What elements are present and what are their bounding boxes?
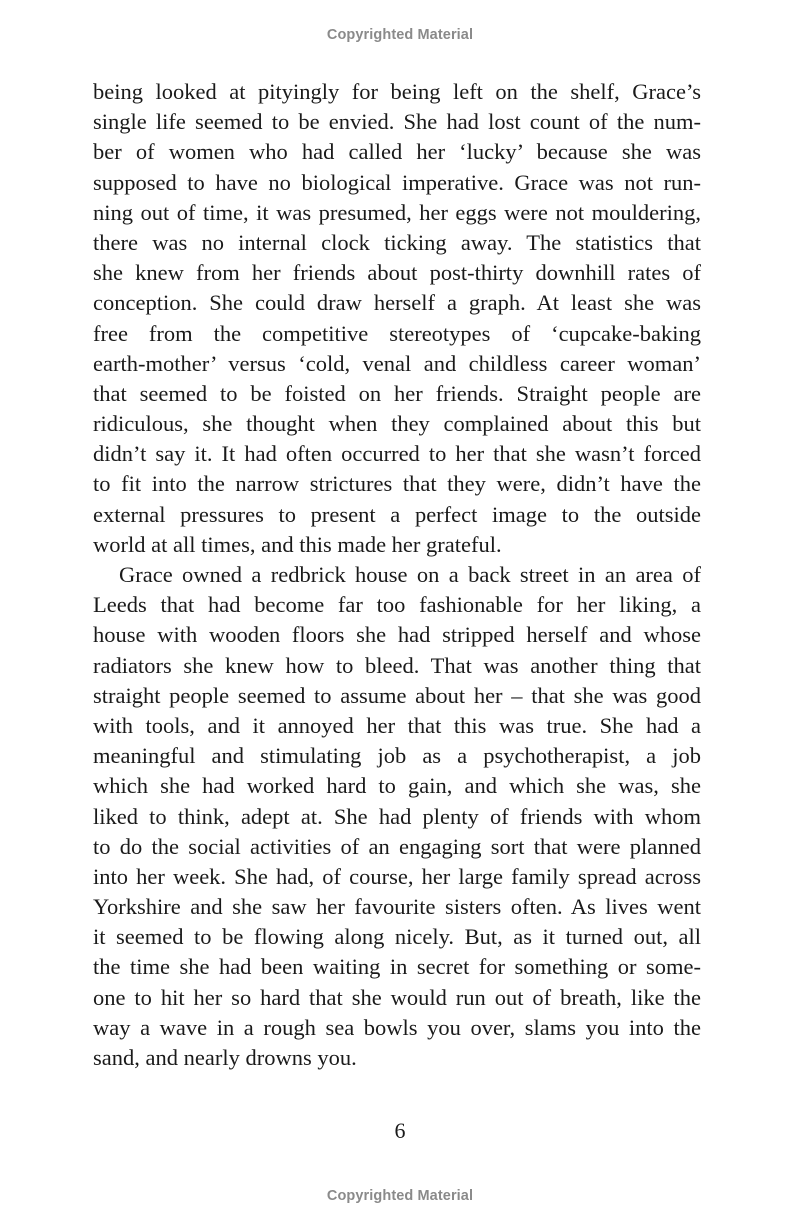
- text-line: that seemed to be foisted on her friends. Straight people are: [93, 380, 701, 406]
- text-line: way a wave in a rough sea bowls you over, slams you into the: [93, 1014, 701, 1040]
- text-line: into her week. She had, of course, her large family spread across: [93, 863, 701, 889]
- paragraph: [93, 560, 701, 1073]
- paragraph: [93, 77, 701, 560]
- text-line: sand, and nearly drowns you.: [93, 1045, 357, 1070]
- text-line: with tools, and it annoyed her that this was true. She had a: [93, 712, 701, 738]
- text-line: world at all times, and this made her grateful.: [93, 531, 502, 557]
- text-line: the time she had been waiting in secret for something or some-: [93, 954, 701, 980]
- text-line: liked to think, adept at. She had plenty of friends with whom: [93, 803, 701, 829]
- text-line: conception. She could draw herself a graph. At least she was: [93, 290, 701, 316]
- text-line: Yorkshire and she saw her favourite sisters often. As lives went: [93, 894, 701, 920]
- text-line: Leeds that had become far too fashionable for her liking, a: [93, 592, 701, 618]
- text-line: didn’t say it. It had often occurred to her that she wasn’t forced: [93, 441, 701, 467]
- text-line: ber of women who had called her ‘lucky’ because she was: [93, 139, 701, 165]
- text-line: straight people seemed to assume about her – that she was good: [93, 682, 701, 708]
- text-line: which she had worked hard to gain, and which she was, she: [93, 773, 701, 799]
- text-line: earth-mother’ versus ‘cold, venal and childless career woman’: [93, 350, 701, 376]
- text-line: meaningful and stimulating job as a psychotherapist, a job: [93, 743, 701, 769]
- text-line: free from the competitive stereotypes of ‘cupcake-baking: [93, 320, 701, 346]
- text-line: it seemed to be flowing along nicely. But, as it turned out, all: [93, 924, 701, 950]
- text-line: she knew from her friends about post-thirty downhill rates of: [93, 260, 701, 286]
- text-line: one to hit her so hard that she would run out of breath, like the: [93, 984, 701, 1010]
- watermark-bottom: Copyrighted Material: [326, 1188, 474, 1204]
- text-line: supposed to have no biological imperative. Grace was not run-: [93, 169, 701, 195]
- text-line: to fit into the narrow strictures that they were, didn’t have the: [93, 471, 701, 497]
- text-line: being looked at pityingly for being left on the shelf, Grace’s: [93, 79, 701, 104]
- text-line: Grace owned a redbrick house on a back street in an area of: [119, 562, 701, 587]
- text-line: to do the social activities of an engaging sort that were planned: [93, 833, 701, 859]
- text-line: external pressures to present a perfect image to the outside: [93, 501, 701, 527]
- text-line: house with wooden floors she had stripped herself and whose: [93, 622, 701, 648]
- text-line: ridiculous, she thought when they complained about this but: [93, 411, 701, 437]
- text-line: ning out of time, it was presumed, her eggs were not mouldering,: [93, 199, 701, 225]
- text-line: radiators she knew how to bleed. That was another thing that: [93, 652, 701, 678]
- text-line: single life seemed to be envied. She had lost count of the num-: [93, 109, 701, 135]
- text-line: there was no internal clock ticking away. The statistics that: [93, 229, 701, 255]
- watermark-top: Copyrighted Material: [326, 27, 474, 43]
- page-body: [93, 77, 701, 1073]
- page-number: 6: [394, 1118, 406, 1143]
